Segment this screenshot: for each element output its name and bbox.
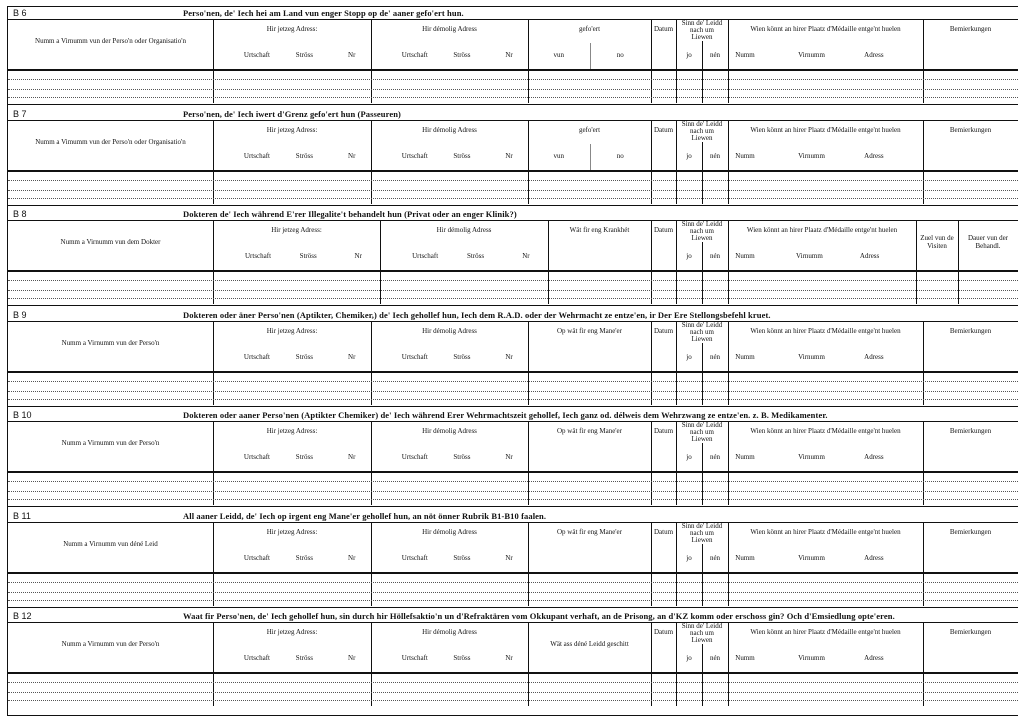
medal-address: Adress — [864, 453, 884, 461]
medal-header: Wien könnt an hirer Plaatz d'Médaille entge'nt huelen — [750, 25, 901, 33]
medal-name: Numm — [735, 252, 755, 260]
name-column-header: Numm a Virnumm vun der Perso'n — [61, 640, 160, 648]
yes-label: jo — [686, 353, 692, 361]
current-address-header: Hir jetzeg Adress: — [266, 628, 318, 636]
medal-header: Wien könnt an hirer Plaatz d'Médaille entge'nt huelen — [750, 628, 901, 636]
entry-row-rule — [8, 290, 1018, 291]
entry-row-rule — [8, 592, 1018, 593]
current-address-header: Hir jetzeg Adress: — [266, 327, 318, 335]
column-rule — [676, 421, 677, 505]
address-sub-town: Urtschaft — [243, 554, 270, 562]
remarks-header: Bemierkungen — [949, 327, 992, 335]
address-sub-town: Urtschaft — [401, 453, 428, 461]
former-address-header: Hir démolig Adress — [436, 226, 492, 234]
address-sub-town: Urtschaft — [401, 554, 428, 562]
column-rule — [528, 120, 529, 204]
section-title: Waat fir Perso'nen, de' Iech gehollef hun, sin durch hir Höllefsaktio'n un d'Refraktären vom Okkupant verhaft, an de Prisong, an d'KZ komm oder erschoss gin? Och d'Emsiedlung opte'eren. — [183, 611, 895, 621]
entry-row-rule — [8, 582, 1018, 583]
no-label: nén — [709, 654, 721, 662]
section-b12 — [8, 610, 1018, 706]
column-rule — [528, 522, 529, 606]
alive-header: Sinn de' Leidd nach um Liewen — [681, 19, 723, 41]
medal-header: Wien könnt an hirer Plaatz d'Médaille entge'nt huelen — [750, 327, 901, 335]
date-header: Datum — [653, 628, 674, 636]
medal-firstname: Virnumm — [798, 51, 825, 59]
column-rule — [916, 220, 917, 304]
middle-column-header: Op wät fir eng Mane'er — [556, 528, 622, 536]
from-label: vun — [553, 51, 564, 59]
remarks-header: Bemierkungen — [949, 126, 992, 134]
no-label: nén — [709, 453, 721, 461]
address-sub-number: Nr — [505, 554, 513, 562]
column-rule — [528, 19, 529, 103]
address-sub-town: Urtschaft — [401, 51, 428, 59]
entry-row-rule — [8, 89, 1018, 90]
address-sub-number: Nr — [348, 453, 356, 461]
yes-label: jo — [686, 152, 692, 160]
date-header: Datum — [653, 528, 674, 536]
section-code: B 9 — [13, 310, 27, 320]
former-address-header: Hir démolig Adress — [422, 528, 477, 536]
address-sub-street: Ströss — [295, 554, 313, 562]
from-label: vun — [553, 152, 564, 160]
section-title: Perso'nen, de' Iech hei am Land vun enger Stopp op de' aaner gefo'ert hun. — [183, 8, 464, 18]
column-rule — [528, 622, 529, 706]
address-sub-town: Urtschaft — [245, 252, 272, 260]
section-separator — [8, 506, 1018, 507]
address-sub-number: Nr — [348, 554, 356, 562]
section-b10 — [8, 409, 1018, 505]
entry-row-rule — [8, 499, 1018, 500]
section-b7 — [8, 108, 1018, 204]
name-column-header: Numm a Virnumm vun der Perso'n — [61, 339, 160, 347]
current-address-header: Hir jetzeg Adress: — [271, 226, 322, 234]
column-rule — [676, 220, 677, 304]
address-sub-number: Nr — [505, 152, 513, 160]
date-header: Datum — [653, 327, 674, 335]
current-address-header: Hir jetzeg Adress: — [266, 25, 318, 33]
yes-label: jo — [686, 654, 692, 662]
entry-row-rule — [8, 79, 1018, 80]
address-sub-number: Nr — [354, 252, 362, 260]
former-address-header: Hir démolig Adress — [422, 126, 477, 134]
column-rule — [676, 622, 677, 706]
section-title: Dokteren oder äner Perso'nen (Aptikter, Chemiker,) de' Iech gehollef hun, Iech dem R.A.D. oder der Wehrmacht ze entze'en, ir Der Ere Stellongsbefehl kruet. — [183, 310, 771, 320]
address-sub-street: Ströss — [453, 554, 471, 562]
address-sub-number: Nr — [522, 252, 530, 260]
column-rule — [702, 644, 703, 706]
medal-name: Numm — [735, 51, 755, 59]
column-rule — [958, 220, 959, 304]
middle-column-header: Op wät fir eng Mane'er — [556, 327, 622, 335]
address-sub-street: Ströss — [295, 453, 313, 461]
medal-name: Numm — [735, 152, 755, 160]
alive-header: Sinn de' Leidd nach um Liewen — [681, 522, 723, 544]
medal-address: Adress — [864, 152, 884, 160]
entry-row-rule — [8, 381, 1018, 382]
medal-name: Numm — [735, 654, 755, 662]
address-sub-street: Ströss — [295, 152, 313, 160]
section-code: B 10 — [13, 410, 32, 420]
column-rule — [728, 120, 729, 204]
former-address-header: Hir démolig Adress — [422, 327, 477, 335]
medal-firstname: Virnumm — [798, 654, 825, 662]
current-address-header: Hir jetzeg Adress: — [266, 126, 318, 134]
section-b9 — [8, 309, 1018, 405]
middle-column-header: Op wät fir eng Mane'er — [556, 427, 622, 435]
entry-row-rule — [8, 280, 1018, 281]
remarks-header: Bemierkungen — [949, 528, 992, 536]
medal-firstname: Virnumm — [798, 554, 825, 562]
remarks-header: Bemierkungen — [949, 25, 992, 33]
alive-header: Sinn de' Leidd nach um Liewen — [681, 421, 723, 443]
current-address-header: Hir jetzeg Adress: — [266, 528, 318, 536]
section-separator — [8, 104, 1018, 105]
section-b8 — [8, 208, 1018, 304]
questionnaire-page — [7, 6, 1018, 716]
address-sub-number: Nr — [505, 654, 513, 662]
alive-header: Sinn de' Leidd nach um Liewen — [681, 622, 723, 644]
column-rule — [528, 421, 529, 505]
column-rule — [702, 343, 703, 405]
section-title: Dokteren oder aaner Perso'nen (Aptikter Chemiker) de' Iech während Erer Wehrmachtszeit gehollef, Iech ganz od. délweis dem Wehrzwang ze entze'en. z. B. Medikamenter. — [183, 410, 828, 420]
column-rule — [548, 220, 549, 304]
entry-row-rule — [8, 391, 1018, 392]
column-rule — [676, 120, 677, 204]
former-address-header: Hir démolig Adress — [422, 427, 477, 435]
no-label: nén — [709, 51, 721, 59]
address-sub-town: Urtschaft — [401, 353, 428, 361]
column-rule — [702, 41, 703, 103]
column-rule — [676, 321, 677, 405]
medal-name: Numm — [735, 554, 755, 562]
column-rule — [590, 144, 591, 170]
name-column-header: Numm a Virnumm vun dem Dokter — [60, 238, 161, 246]
medal-header: Wien könnt an hirer Plaatz d'Médaille entge'nt huelen — [750, 126, 901, 134]
address-sub-street: Ströss — [453, 654, 471, 662]
column-rule — [528, 321, 529, 405]
no-label: nén — [709, 152, 721, 160]
address-sub-town: Urtschaft — [401, 152, 428, 160]
alive-header: Sinn de' Leidd nach um Liewen — [681, 120, 723, 142]
column-rule — [728, 321, 729, 405]
address-sub-town: Urtschaft — [401, 654, 428, 662]
address-sub-number: Nr — [348, 353, 356, 361]
column-rule — [728, 220, 729, 304]
section-b6 — [8, 7, 1018, 103]
section-title: Perso'nen, de' Iech iwert d'Grenz gefo'ert hun (Passeuren) — [183, 109, 401, 119]
entry-row-rule — [8, 682, 1018, 683]
column-rule — [728, 522, 729, 606]
address-sub-street: Ströss — [299, 252, 317, 260]
medal-address: Adress — [859, 252, 880, 260]
address-sub-town: Urtschaft — [243, 353, 270, 361]
section-title: All aaner Leidd, de' Iech op irgent eng Mane'er gehollef hun, an nöt önner Rubrik B1-B10 faalen. — [183, 511, 547, 521]
middle-column-header: Wät fir eng Krankhét — [569, 226, 630, 234]
column-rule — [702, 242, 703, 304]
name-column-header: Numm a Vimumm vun der Perso'n oder Organisatio'n — [35, 138, 186, 146]
medal-address: Adress — [864, 51, 884, 59]
entry-row-rule — [8, 399, 1018, 400]
address-sub-number: Nr — [505, 453, 513, 461]
entry-row-rule — [8, 298, 1018, 299]
section-code: B 11 — [13, 511, 31, 521]
section-code: B 8 — [13, 209, 27, 219]
no-label: nén — [709, 353, 721, 361]
to-label: no — [616, 152, 624, 160]
section-code: B 6 — [13, 8, 27, 18]
section-code: B 12 — [13, 611, 32, 621]
medal-header: Wien könnt an hirer Plaatz d'Médaille entge'nt huelen — [750, 427, 901, 435]
date-header: Datum — [653, 226, 674, 234]
column-rule — [728, 19, 729, 103]
alive-header: Sinn de' Leidd nach um Liewen — [681, 321, 723, 343]
entry-row-rule — [8, 180, 1018, 181]
medal-firstname: Virnumm — [798, 453, 825, 461]
medal-name: Numm — [735, 453, 755, 461]
yes-label: jo — [686, 453, 692, 461]
section-b11 — [8, 510, 1018, 606]
duration-header: Dauer vun der Behandl. — [967, 234, 1009, 250]
medal-address: Adress — [864, 654, 884, 662]
medal-name: Numm — [735, 353, 755, 361]
entry-row-rule — [8, 700, 1018, 701]
address-sub-street: Ströss — [453, 353, 471, 361]
name-column-header: Numm a Virnumm vun déné Leid — [63, 540, 158, 548]
address-sub-town: Urtschaft — [243, 453, 270, 461]
address-sub-number: Nr — [505, 51, 513, 59]
section-separator — [8, 607, 1018, 608]
middle-column-header: gefo'ert — [578, 25, 601, 33]
medal-address: Adress — [864, 554, 884, 562]
medal-header: Wien könnt an hirer Plaatz d'Médaille entge'nt huelen — [746, 226, 898, 234]
section-title: Dokteren de' Iech während E'rer Illegalite't behandelt hun (Privat oder an enger Klinik?) — [183, 209, 517, 219]
address-sub-street: Ströss — [453, 152, 471, 160]
no-label: nén — [709, 252, 721, 260]
no-label: nén — [709, 554, 721, 562]
column-rule — [590, 43, 591, 69]
yes-label: jo — [686, 554, 692, 562]
remarks-header: Bemierkungen — [949, 427, 992, 435]
column-rule — [676, 19, 677, 103]
column-rule — [728, 622, 729, 706]
remarks-header: Bemierkungen — [949, 628, 992, 636]
address-sub-town: Urtschaft — [243, 654, 270, 662]
address-sub-street: Ströss — [466, 252, 485, 260]
middle-column-header: Wät ass déné Leidd geschitt — [550, 640, 629, 648]
medal-firstname: Virnumm — [798, 152, 825, 160]
address-sub-street: Ströss — [295, 51, 313, 59]
column-rule — [702, 443, 703, 505]
yes-label: jo — [686, 252, 692, 260]
address-sub-town: Urtschaft — [243, 152, 270, 160]
middle-column-header: gefo'ert — [578, 126, 601, 134]
address-sub-number: Nr — [348, 152, 356, 160]
section-separator — [8, 406, 1018, 407]
medal-firstname: Virnumm — [795, 252, 823, 260]
column-rule — [676, 522, 677, 606]
address-sub-number: Nr — [348, 654, 356, 662]
former-address-header: Hir démolig Adress — [422, 628, 477, 636]
name-column-header: Numm a Virnumm vun der Perso'n oder Organisatio'n — [35, 37, 186, 45]
date-header: Datum — [653, 427, 674, 435]
section-separator — [8, 305, 1018, 306]
date-header: Datum — [653, 126, 674, 134]
address-sub-street: Ströss — [453, 453, 471, 461]
address-sub-street: Ströss — [295, 654, 313, 662]
column-rule — [702, 142, 703, 204]
address-sub-number: Nr — [505, 353, 513, 361]
name-column-header: Numm a Virnumm vun der Perso'n — [61, 439, 160, 447]
entry-row-rule — [8, 600, 1018, 601]
section-code: B 7 — [13, 109, 27, 119]
column-rule — [702, 544, 703, 606]
address-sub-town: Urtschaft — [243, 51, 270, 59]
address-sub-town: Urtschaft — [412, 252, 439, 260]
current-address-header: Hir jetzeg Adress: — [266, 427, 318, 435]
alive-header: Sinn de' Leidd nach um Liewen — [681, 220, 723, 242]
visits-header: Zuel vun de Visiten — [920, 234, 954, 250]
medal-header: Wien könnt an hirer Plaatz d'Médaille entge'nt huelen — [750, 528, 901, 536]
to-label: no — [616, 51, 624, 59]
entry-row-rule — [8, 491, 1018, 492]
medal-firstname: Virnumm — [798, 353, 825, 361]
yes-label: jo — [686, 51, 692, 59]
former-address-header: Hir démolig Adress — [422, 25, 477, 33]
medal-address: Adress — [864, 353, 884, 361]
entry-row-rule — [8, 198, 1018, 199]
address-sub-street: Ströss — [295, 353, 313, 361]
entry-row-rule — [8, 692, 1018, 693]
section-separator — [8, 205, 1018, 206]
entry-row-rule — [8, 190, 1018, 191]
address-sub-street: Ströss — [453, 51, 471, 59]
date-header: Datum — [653, 25, 674, 33]
address-sub-number: Nr — [348, 51, 356, 59]
entry-row-rule — [8, 97, 1018, 98]
entry-row-rule — [8, 481, 1018, 482]
column-rule — [728, 421, 729, 505]
